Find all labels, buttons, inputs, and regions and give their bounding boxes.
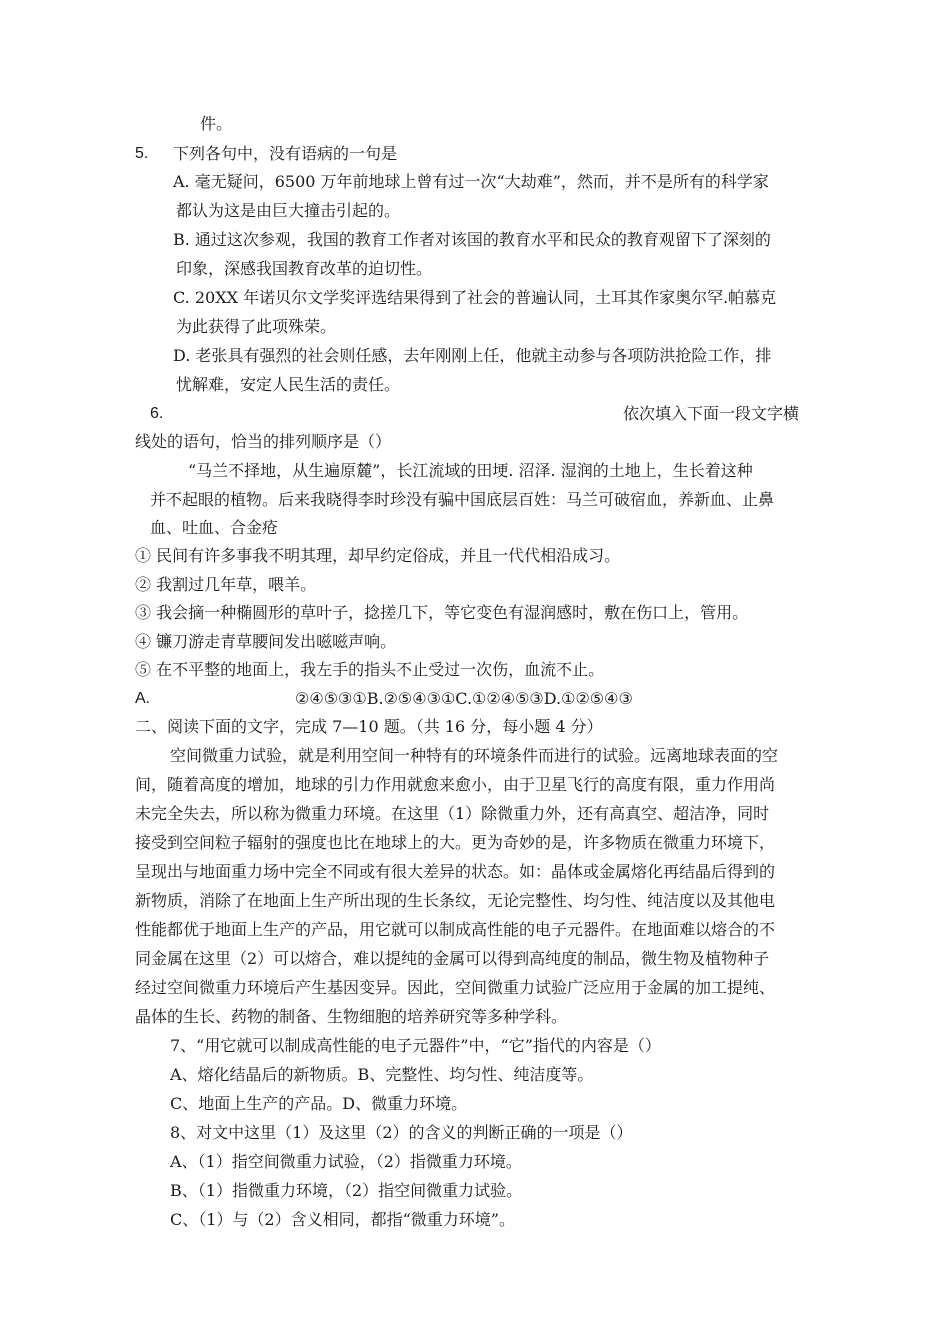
q6-passage-line3: 血、吐血、合金疮	[150, 518, 279, 537]
passage-line-6: 新物质，消除了在地面上生产所出现的生长条纹，无论完整性、均匀性、纯洁度以及其他电	[135, 891, 776, 910]
q5-option-b-line2: 印象，深感我国教育改革的迫切性。	[176, 259, 433, 278]
q5-option-b-line1: B. 通过这次参观，我国的教育工作者对该国的教育水平和民众的教育观留下了深刻的	[173, 230, 771, 249]
q5-option-c-line1: C. 20XX 年诺贝尔文学奖评选结果得到了社会的普遍认同，土耳其作家奥尔罕.帕慕克	[173, 288, 777, 307]
q6-sentence-3: ③ 我会摘一种椭圆形的草叶子，捻搓几下，等它变色有湿润感时，敷在伤口上，管用。	[135, 603, 749, 622]
q6-sentence-5: ⑤ 在不平整的地面上，我左手的指头不止受过一次伤，血流不止。	[135, 660, 605, 679]
question-7: 7、“用它就可以制成高性能的电子元器件”中，“它”指代的内容是（）	[170, 1036, 661, 1055]
passage-line-7: 性能都优于地面上生产的产品，用它就可以制成高性能的电子元器件。在地面难以熔合的不	[135, 920, 776, 939]
q8-option-a: A、（1）指空间微重力试验，（2）指微重力环境。	[170, 1152, 522, 1171]
q6-passage-line2: 并不起眼的植物。后来我晓得李时珍没有骗中国底层百姓：马兰可破宿血，养新血、止鼻	[150, 490, 775, 509]
section-2-heading: 二、阅读下面的文字，完成 7—10 题。（共 16 分，每小题 4 分）	[135, 717, 603, 736]
passage-line-10: 晶体的生长、药物的制备、生物细胞的培养研究等多种学科。	[135, 1007, 568, 1026]
q5-option-d-line1: D. 老张具有强烈的社会则任感，去年刚刚上任，他就主动参与各项防洪抢险工作，排	[173, 346, 772, 365]
q8-option-b: B、（1）指微重力环境，（2）指空间微重力试验。	[170, 1181, 523, 1200]
question-5-stem: 下列各句中，没有语病的一句是	[173, 144, 398, 163]
q6-sentence-4: ④ 镰刀游走青草腰间发出嗞嗞声响。	[135, 632, 397, 651]
continuation-text: 件。	[200, 114, 233, 133]
q6-passage-line1: “马兰不择地，从生遍原麓”，长江流域的田埂. 沼泽. 湿润的土地上，生长着这种	[188, 461, 753, 480]
q6-sentence-2: ② 我割过几年草，喂羊。	[135, 575, 317, 594]
passage-line-8: 同金属在这里（2）可以熔合，难以提纯的金属可以得到高纯度的制品，微生物及植物种子	[135, 949, 770, 968]
passage-line-3: 未完全失去，所以称为微重力环境。在这里（1）除微重力外，还有高真空、超洁净，同时	[135, 804, 770, 823]
question-6-number: 6.	[150, 405, 164, 422]
q7-options-cd: C、地面上生产的产品。D、微重力环境。	[170, 1094, 468, 1113]
q5-option-d-line2: 忧解难，安定人民生活的责任。	[176, 375, 401, 394]
question-6-stem-continued: 线处的语句，恰当的排列顺序是（）	[135, 432, 392, 451]
q5-option-a-line1: A. 毫无疑问，6500 万年前地球上曾有过一次“大劫难”，然而，并不是所有的科学家	[173, 172, 769, 191]
q6-sentence-1: ① 民间有许多事我不明其理，却早约定俗成，并且一代代相沿成习。	[135, 546, 621, 565]
passage-line-9: 经过空间微重力环境后产生基因变异。因此，空间微重力试验广泛应用于金属的加工提纯、	[135, 978, 776, 997]
passage-line-1: 空间微重力试验，就是利用空间一种特有的环境条件而进行的试验。远离地球表面的空	[170, 746, 779, 765]
q6-option-a-label: A.	[135, 690, 151, 707]
q5-option-c-line2: 为此获得了此项殊荣。	[176, 317, 337, 336]
question-8: 8、对文中这里（1）及这里（2）的含义的判断正确的一项是（）	[170, 1123, 633, 1142]
q8-option-c: C、（1）与（2）含义相同，都指“微重力环境”。	[170, 1210, 515, 1229]
q6-options: ②④⑤③①B.②⑤④③①C.①②④⑤③D.①②⑤④③	[295, 689, 633, 708]
q5-option-a-line2: 都认为这是由巨大撞击引起的。	[176, 201, 401, 220]
passage-line-5: 呈现出与地面重力场中完全不同或有很大差异的状态。如：晶体或金属熔化再结晶后得到的	[135, 862, 776, 881]
question-6-stem: 依次填入下面一段文字横	[623, 404, 800, 423]
q7-options-ab: A、熔化结晶后的新物质。B、完整性、均匀性、纯洁度等。	[170, 1065, 594, 1084]
passage-line-4: 接受到空间粒子辐射的强度也比在地球上的大。更为奇妙的是，许多物质在微重力环境下，	[135, 833, 776, 852]
question-5-number: 5.	[135, 145, 149, 162]
passage-line-2: 间，随着高度的增加，地球的引力作用就愈来愈小，由于卫星飞行的高度有限，重力作用尚	[135, 775, 776, 794]
